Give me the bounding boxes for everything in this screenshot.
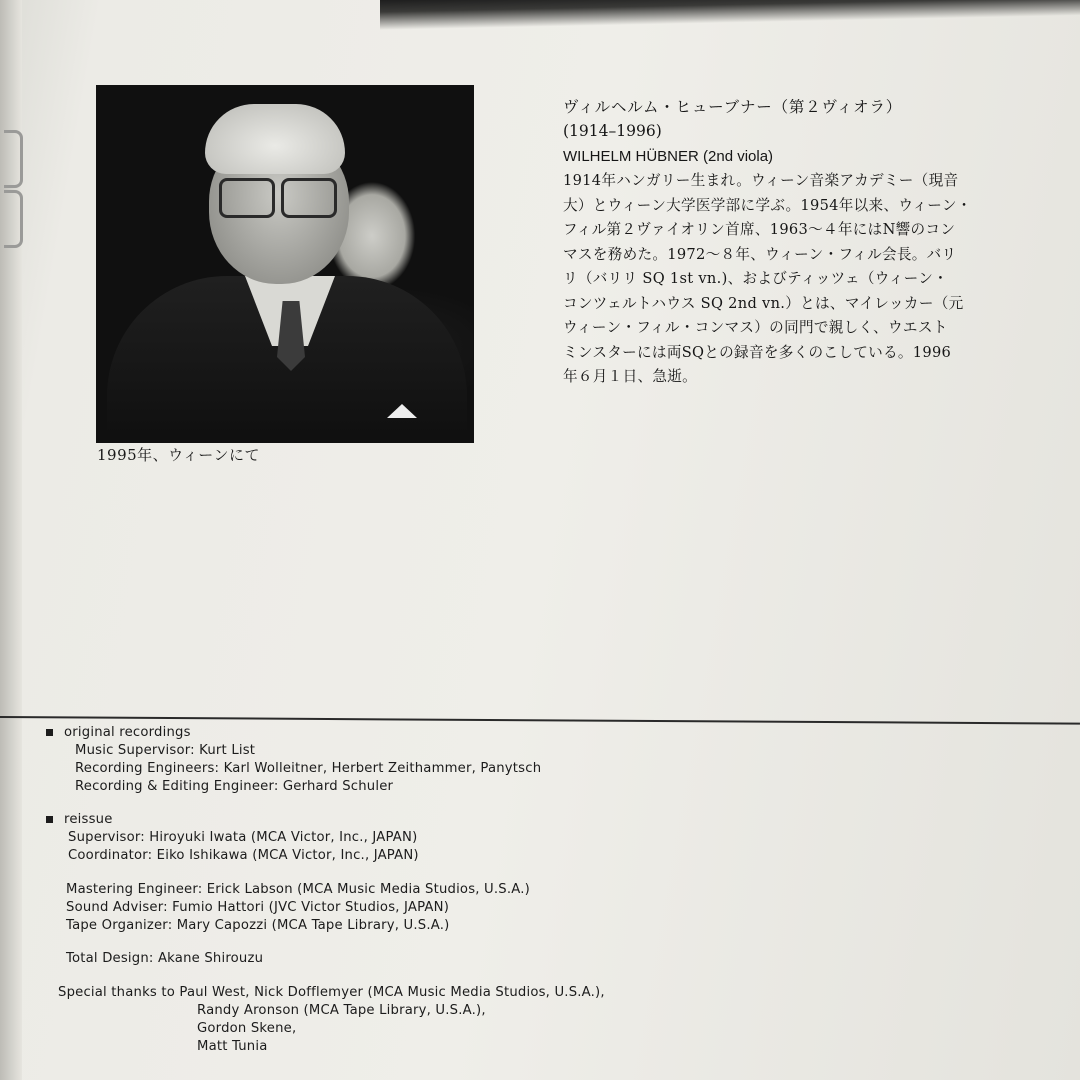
credit-line: Recording Engineers: Karl Wolleitner, Herbert Zeithammer, Panytsch bbox=[75, 760, 542, 776]
square-bullet-icon bbox=[46, 816, 53, 823]
bio-text-line: 1914年ハンガリー生まれ。ウィーン音楽アカデミー（現音 bbox=[563, 172, 959, 189]
bio-text-line: ミンスターには両SQとの録音を多くのこしている。1996 bbox=[563, 343, 952, 361]
section-heading-label: reissue bbox=[64, 812, 113, 828]
credit-line: Matt Tunia bbox=[197, 1038, 268, 1054]
credits-design bbox=[40, 950, 1040, 968]
credit-line: Total Design: Akane Shirouzu bbox=[66, 951, 264, 967]
credits-mastering bbox=[40, 881, 1040, 934]
credit-line: Special thanks to Paul West, Nick Dofflemyer (MCA Music Media Studios, U.S.A.), bbox=[58, 985, 605, 1001]
biography bbox=[563, 95, 983, 390]
page-top-shadow bbox=[380, 0, 1080, 30]
bio-name-en: WILHELM HÜBNER (2nd viola) bbox=[563, 148, 774, 165]
bio-text-line: マスを務めた。1972～８年、ウィーン・フィル会長。バリ bbox=[563, 245, 957, 263]
credits-original-recordings bbox=[40, 724, 1040, 795]
credit-line: Music Supervisor: Kurt List bbox=[75, 743, 256, 758]
credit-line: Recording & Editing Engineer: Gerhard Schuler bbox=[75, 778, 394, 794]
photo-glasses bbox=[219, 178, 337, 216]
credits bbox=[40, 724, 1040, 1055]
section-heading bbox=[40, 724, 1040, 742]
credits-reissue bbox=[40, 811, 1040, 865]
credit-line: Coordinator: Eiko Ishikawa (MCA Victor, Inc., JAPAN) bbox=[68, 848, 419, 864]
bio-text-line: コンツェルトハウス SQ 2nd vn.）とは、マイレッカー（元 bbox=[563, 294, 964, 312]
staple bbox=[4, 130, 23, 188]
bio-text-line: リ（バリリ SQ 1st vn.)、およびティッツェ（ウィーン・ bbox=[563, 270, 949, 287]
section-heading bbox=[40, 811, 1040, 829]
bio-title-jp: ヴィルヘルム・ヒューブナー（第２ヴィオラ） bbox=[563, 98, 903, 116]
credit-line: Tape Organizer: Mary Capozzi (MCA Tape Library, U.S.A.) bbox=[66, 917, 450, 933]
bio-text-line: 大）とウィーン大学医学部に学ぶ。1954年以来、ウィーン・ bbox=[563, 196, 972, 214]
credit-line: Gordon Skene, bbox=[197, 1020, 297, 1036]
bio-years: (1914–1996) bbox=[563, 122, 662, 140]
bio-text-line: フィル第２ヴァイオリン首席、1963～４年にはN響のコン bbox=[563, 221, 956, 238]
bio-text-line: 年６月１日、急逝。 bbox=[563, 368, 698, 385]
credit-line: Randy Aronson (MCA Tape Library, U.S.A.), bbox=[197, 1002, 486, 1018]
bio-text-line: ウィーン・フィル・コンマス）の同門で親しく、ウエスト bbox=[563, 319, 948, 336]
credits-special-thanks bbox=[40, 984, 1040, 1055]
credit-line: Mastering Engineer: Erick Labson (MCA Music Media Studios, U.S.A.) bbox=[66, 881, 530, 897]
photo-caption: 1995年、ウィーンにて bbox=[97, 446, 260, 464]
staple bbox=[4, 190, 23, 248]
section-heading-label: original recordings bbox=[64, 725, 191, 740]
credit-line: Supervisor: Hiroyuki Iwata (MCA Victor, Inc., JAPAN) bbox=[68, 830, 418, 846]
portrait-photo bbox=[97, 86, 473, 442]
photo-hair bbox=[205, 104, 345, 174]
square-bullet-icon bbox=[46, 729, 53, 736]
credit-line: Sound Adviser: Fumio Hattori (JVC Victor Studios, JAPAN) bbox=[66, 899, 450, 915]
